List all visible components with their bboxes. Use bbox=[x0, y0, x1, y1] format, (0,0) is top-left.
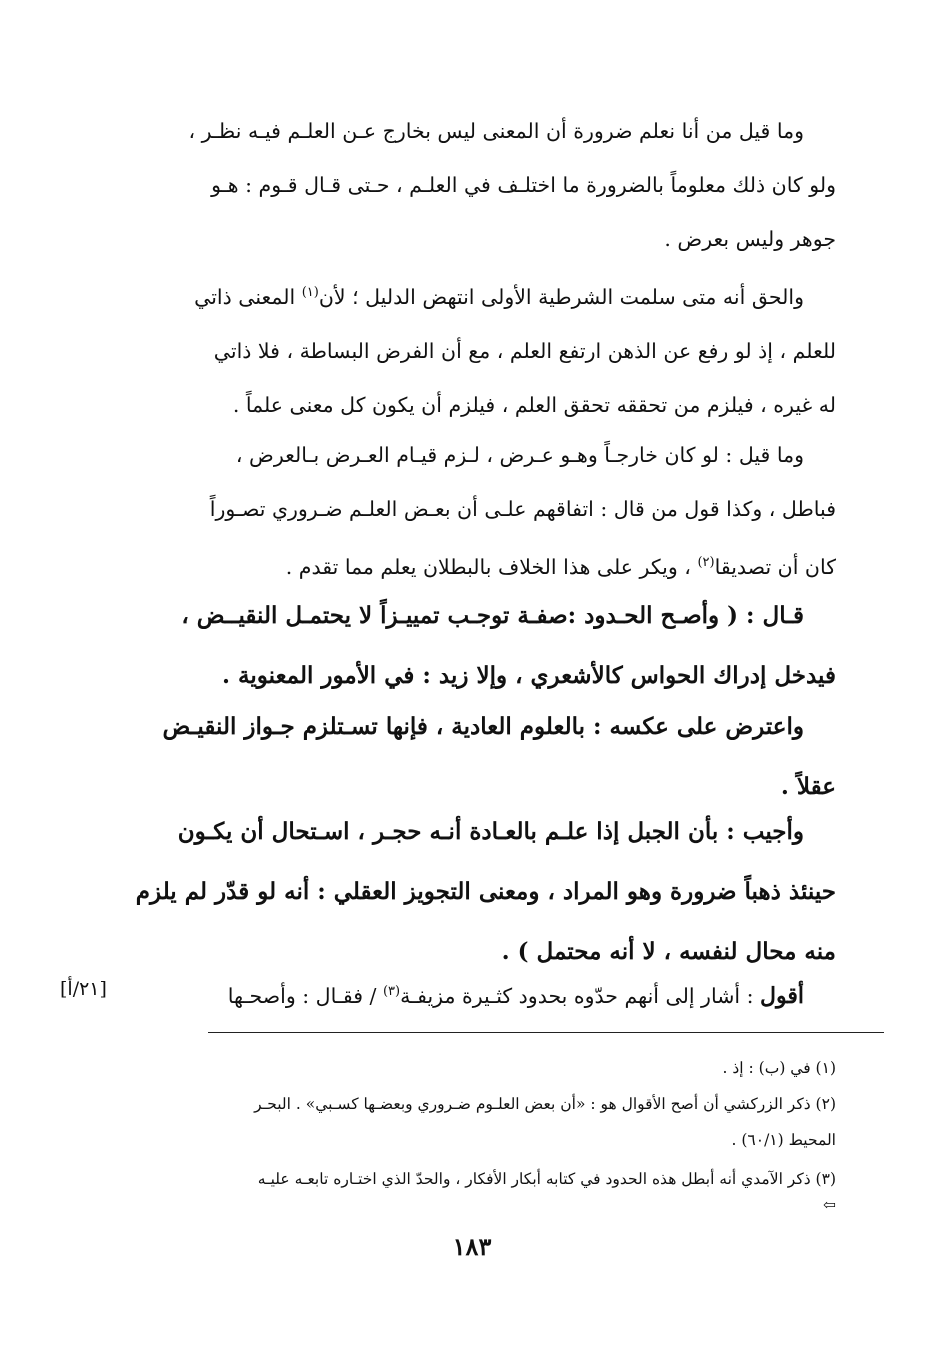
paragraph-6-matn bbox=[131, 802, 836, 982]
text-line: حينئذ ذهباً ضرورة وهو المراد ، ومعنى التجويز العقلي : أنه لو قدّر لم يلزم bbox=[135, 878, 836, 905]
paragraph-7 bbox=[131, 965, 836, 1023]
text-segment: والحق أنه متى سلمت الشرطية الأولى انتهض الدليل ؛ لأن bbox=[318, 284, 804, 309]
text-line: منه محال لنفسه ، لا أنه محتمل ) . bbox=[501, 938, 836, 965]
text-line: عقلاً . bbox=[780, 773, 836, 800]
page-number: ١٨٣ bbox=[452, 1232, 492, 1261]
text-line: وأجيب : بأن الجبل إذا علـم بالعـادة أنـه حجـر ، اسـتحال أن يكـون bbox=[177, 818, 804, 845]
text-line: واعترض على عكسه : بالعلوم العادية ، فإنها تسـتلزم جـواز النقيـض bbox=[162, 713, 804, 740]
text-line: وما قيل : لو كان خارجـاً وهـو عـرض ، لـزم قيـام العـرض بـالعرض ، bbox=[235, 443, 804, 467]
text-line bbox=[131, 965, 836, 1023]
paragraph-3 bbox=[131, 428, 836, 594]
manuscript-folio-ref: [٢١/أ] bbox=[60, 978, 107, 1000]
text-line: للعلم ، إذ لو رفع عن الذهن ارتفع العلم ، مع أن الفرض البساطة ، فلا ذاتي bbox=[213, 338, 836, 363]
footnote-3: (٣) ذكر الآمدي أنه أبطل هذه الحدود في كتابه أبكار الأفكار ، والحدّ الذي اختـاره تابعـه عليـه bbox=[257, 1170, 836, 1188]
footnote-separator bbox=[208, 1032, 884, 1033]
footnote-marker-1: (١) bbox=[301, 285, 319, 300]
text-segment: المعنى ذاتي bbox=[194, 284, 302, 309]
footnotes bbox=[131, 1050, 836, 1216]
footnote-marker-3: (٣) bbox=[382, 984, 401, 999]
paragraph-5-matn bbox=[131, 697, 836, 817]
text-segment: : أشار إلى أنهم حدّوه بحدود كثـيرة مزيفـة bbox=[400, 983, 761, 1008]
footnote-2-cont: المحيط (٦٠/١) . bbox=[731, 1131, 836, 1149]
footnote-1: (١) في (ب) : إذ . bbox=[722, 1059, 836, 1077]
footnote-marker-2: (٢) bbox=[697, 555, 715, 570]
text-line: قـال : ( وأصـح الحـدود :صفـة توجـب تمييـزاً لا يحتمـل النقيــض ، bbox=[181, 602, 804, 629]
paragraph-4-matn bbox=[131, 586, 836, 706]
text-line: فيدخل إدراك الحواس كالأشعري ، وإلا زيد : في الأمور المعنوية . bbox=[222, 662, 836, 689]
text-line bbox=[131, 266, 836, 324]
text-line: جوهر وليس بعرض . bbox=[664, 227, 836, 251]
paragraph-1 bbox=[131, 104, 836, 266]
text-line: وما قيل من أنا نعلم ضرورة أن المعنى ليس بخارج عـن العلـم فيـه نظـر ، bbox=[188, 119, 804, 143]
aqul-lead: أقول bbox=[760, 982, 804, 1009]
text-segment: كان أن تصديقا bbox=[714, 554, 836, 579]
text-segment: ، ويكر على هذا الخلاف بالبطلان يعلم مما تقدم . bbox=[285, 554, 698, 579]
paragraph-2 bbox=[131, 266, 836, 432]
text-line: فباطل ، وكذا قول من قال : اتفاقهم علـى أن بعـض العلـم ضـروري تصـوراً bbox=[209, 497, 836, 521]
text-line: له غيره ، فيلزم من تحققه تحقق العلم ، فيلزم أن يكون كل معنى علماً . bbox=[232, 392, 836, 417]
text-line: ولو كان ذلك معلوماً بالضرورة ما اختلـف في العلـم ، حـتى قـال قـوم : هـو bbox=[211, 173, 836, 197]
text-segment: / فقـال : وأصحـها bbox=[227, 983, 383, 1008]
footnote-2: (٢) ذكر الزركشي أن أصح الأقوال هو : «أن بعض العلـوم ضـروري وبعضـها كسـبي» . البحـر bbox=[254, 1095, 836, 1113]
continuation-arrow-icon: ⇦ bbox=[823, 1196, 836, 1214]
